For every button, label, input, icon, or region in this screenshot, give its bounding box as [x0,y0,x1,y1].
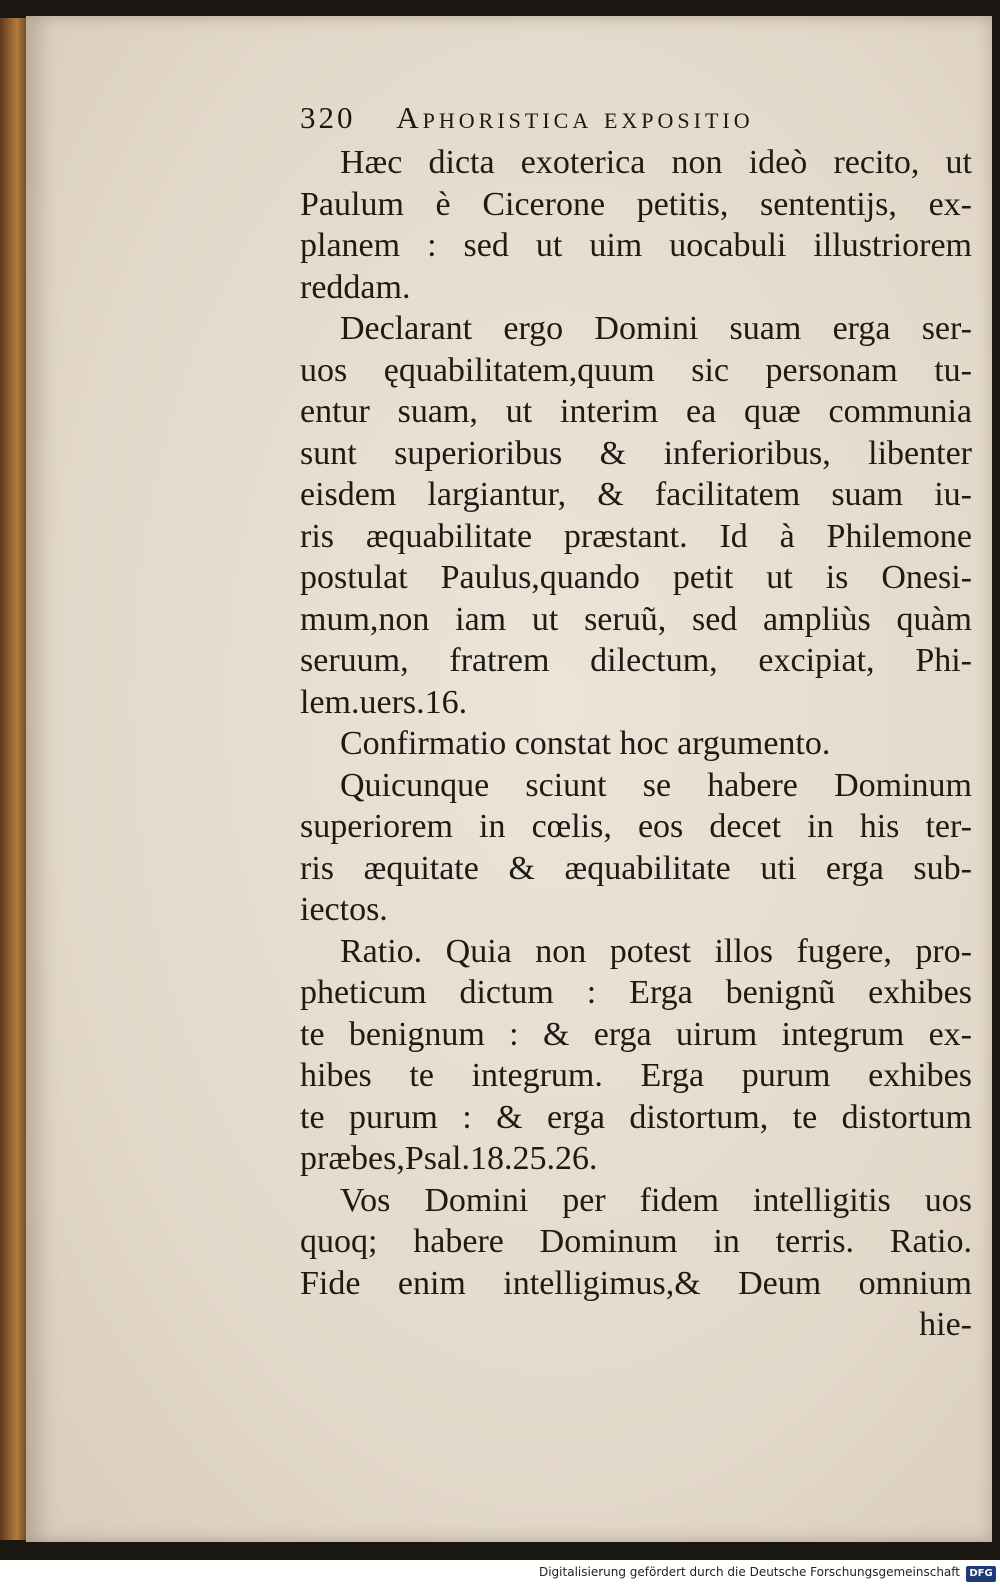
text-line: uos ęquabilitatem,quum sic personam tu- [300,351,972,389]
text-line: Vos Domini per fidem intelligitis uos [340,1181,972,1219]
text-line: eisdem largiantur, & facilitatem suam iu- [300,476,972,513]
text-line: reddam. [300,268,411,306]
text-line: ris æquitate & æquabilitate uti erga sub- [300,849,972,887]
book-edge [0,18,28,1540]
digitization-credit: Digitalisierung gefördert durch die Deutsche Forschungsgemeinschaft [538,1565,960,1579]
running-head [300,100,980,140]
text-line: Ratio. Quia non potest illos fugere, pro- [340,932,972,970]
text-line: mum,non iam ut seruũ, sed ampliùs quàm [300,600,972,638]
text-line: pheticum dictum : Erga benignũ exhibes [300,974,972,1011]
text-line: Declarant ergo Domini suam erga ser- [340,310,972,347]
text-line: entur suam, ut interim ea quæ communia [300,393,972,430]
text-line: ris æquabilitate præstant. Id à Philemone [300,517,972,555]
text-line: Quicunque sciunt se habere Dominum [340,766,972,804]
page-number: 320 [300,100,356,135]
text-line: iectos. [300,891,388,928]
text-line: lem.uers.16. [300,683,468,721]
dfg-logo: DFG [966,1566,996,1582]
text-line: te benignum : & erga uirum integrum ex- [300,1015,972,1053]
text-line: hibes te integrum. Erga purum exhibes [300,1057,972,1094]
text-line: superiorem in cœlis, eos decet in his ter- [300,808,972,845]
text-line: quoq; habere Dominum in terris. Ratio. [300,1223,972,1260]
text-line: Confirmatio constat hoc argumento. [340,725,831,762]
text-line: Hæc dicta exoterica non ideò recito, ut [340,144,972,181]
body-text [300,142,972,1346]
text-line: postulat Paulus,quando petit ut is Onesi- [300,559,972,596]
text-line: Fide enim intelligimus,& Deum omnium [300,1264,972,1302]
text-line: Paulum è Cicerone petitis, sententijs, ex- [300,185,972,223]
text-line: sunt superioribus & inferioribus, libenter [300,434,972,472]
text-line: seruum, fratrem dilectum, excipiat, Phi- [300,642,972,679]
catchword: hie- [919,1306,972,1343]
text-line: præbes,Psal.18.25.26. [300,1140,598,1177]
running-title: Aphoristica expositio [396,100,754,135]
text-line: te purum : & erga distortum, te distortum [300,1098,972,1136]
text-line: planem : sed ut uim uocabuli illustriorem [300,227,972,264]
